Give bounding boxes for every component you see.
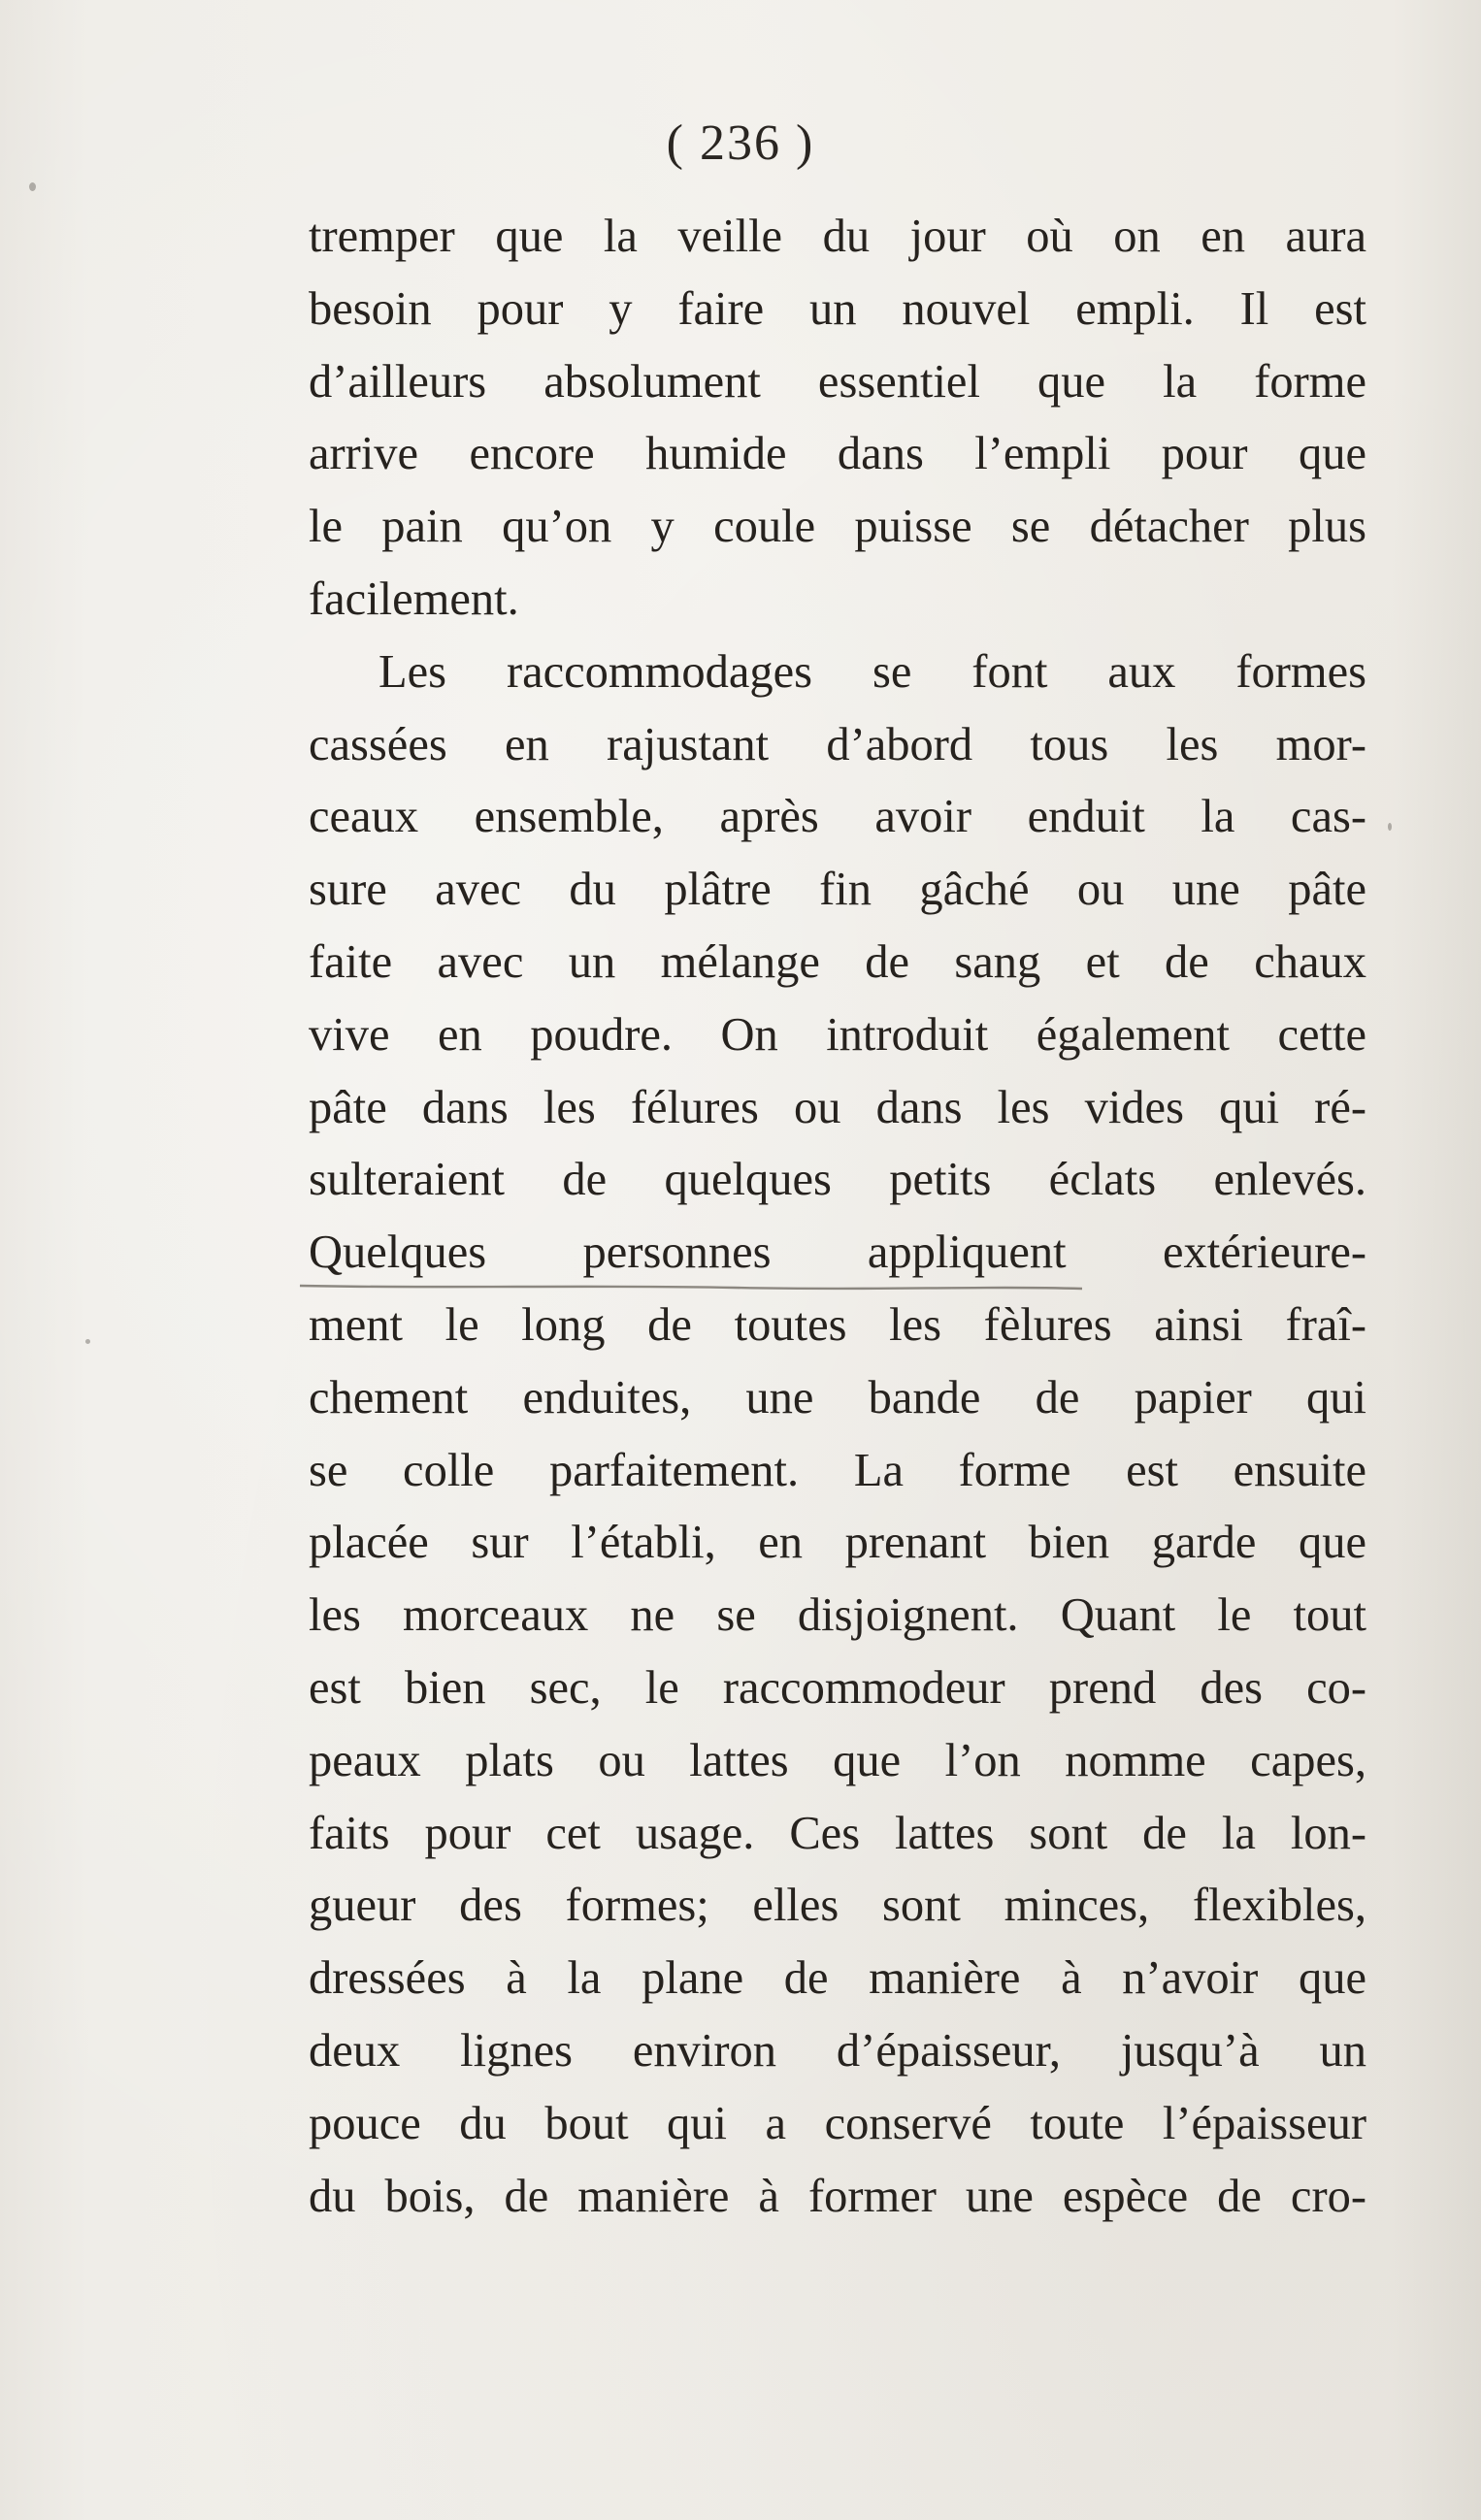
text-line: deux lignes environ d’épaisseur, jusqu’à un [309, 2024, 1366, 2077]
text-line: ment le long de toutes les fèlures ainsi fraî- [309, 1298, 1366, 1351]
text-line: faite avec un mélange de sang et de chaux [309, 935, 1366, 988]
text-line: se colle parfaitement. La forme est ensuite [309, 1444, 1366, 1496]
text-line: Quelques personnes appliquent extérieure- [309, 1227, 1366, 1279]
text-line: arrive encore humide dans l’empli pour que [309, 428, 1366, 480]
margin-speck [29, 182, 36, 191]
text-line: vive en poudre. On introduit également cette [309, 1008, 1366, 1061]
text-line: dressées à la plane de manière à n’avoir que [309, 1952, 1366, 2005]
page-number: ( 236 ) [666, 115, 815, 171]
text-line: le pain qu’on y coule puisse se détacher plus [309, 501, 1366, 553]
text-line: peaux plats ou lattes que l’on nomme capes, [309, 1734, 1366, 1786]
margin-speck [85, 1339, 90, 1344]
text-line: est bien sec, le raccommodeur prend des co- [309, 1661, 1366, 1714]
paragraph-start-line: Les raccommodages se font aux formes [378, 645, 1366, 698]
text-line: sure avec du plâtre fin gâché ou une pâte [309, 864, 1366, 916]
margin-speck [1388, 823, 1392, 831]
text-line: placée sur l’établi, en prenant bien garde que [309, 1517, 1366, 1569]
text-line: du bois, de manière à former une espèce de cro- [309, 2170, 1366, 2222]
text-line: pouce du bout qui a conservé toute l’épaisseur [309, 2097, 1366, 2149]
text-line: facilement. [309, 573, 519, 625]
text-line: chement enduites, une bande de papier qui [309, 1371, 1366, 1424]
text-line: les morceaux ne se disjoignent. Quant le tout [309, 1589, 1366, 1642]
text-line: sulteraient de quelques petits éclats enlevés. [309, 1154, 1366, 1206]
text-line: tremper que la veille du jour où on en aura [309, 211, 1366, 262]
body-text [309, 201, 1366, 2233]
text-line: d’ailleurs absolument essentiel que la forme [309, 355, 1366, 408]
text-line: faits pour cet usage. Ces lattes sont de la lon- [309, 1807, 1366, 1859]
text-line: gueur des formes; elles sont minces, flexibles, [309, 1880, 1366, 1932]
text-line: pâte dans les félures ou dans les vides qui ré- [309, 1081, 1366, 1133]
text-line: ceaux ensemble, après avoir enduit la cas- [309, 791, 1366, 843]
text-line: besoin pour y faire un nouvel empli. Il est [309, 282, 1366, 335]
text-line: cassées en rajustant d’abord tous les mor- [309, 718, 1366, 770]
